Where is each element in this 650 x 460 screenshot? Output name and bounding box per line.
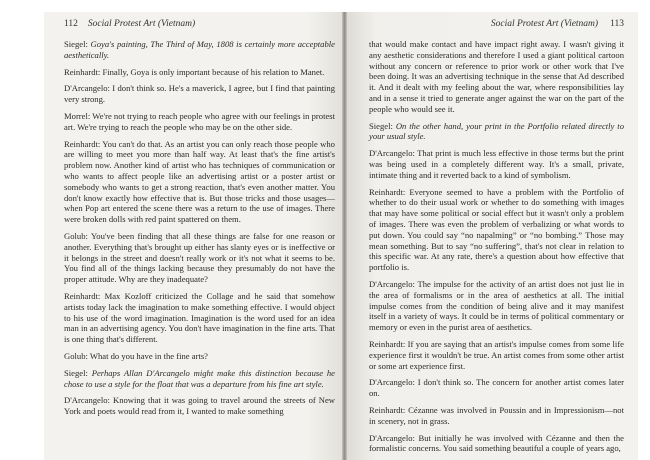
speaker-name: D'Arcangelo: xyxy=(64,395,110,406)
speaker-name: Reinhardt: xyxy=(64,66,101,77)
speaker-name: D'Arcangelo: xyxy=(369,278,415,289)
dialogue-paragraph xyxy=(369,148,624,180)
dialogue-paragraph xyxy=(64,39,335,61)
dialogue-paragraph xyxy=(64,111,335,133)
speaker-name: Golub: xyxy=(64,350,88,361)
question-text: On the other hand, your print in the Portfolio related directly to your usual style. xyxy=(369,120,624,142)
dialogue-paragraph xyxy=(369,187,624,273)
dialogue-paragraph xyxy=(369,377,624,399)
dialogue-paragraph xyxy=(64,351,335,362)
dialogue-paragraph xyxy=(64,67,335,78)
reply-text: That print is much less effective in those terms but the print was being used in a completely different way. It's a small, private, intimate thing and it reverted back to a kind of symbolism. xyxy=(369,148,624,180)
dialogue-paragraph xyxy=(64,139,335,225)
question-text: Perhaps Allan D'Arcangelo might make this distinction because he chose to use a style for the float that was a departure from his fine art style. xyxy=(64,367,335,389)
reply-text: If you are saying that an artist's impulse comes from some life experience first it wouldn't be true. An artist comes from some other artist or some art experience first. xyxy=(369,338,624,371)
reply-text: I don't think so. The concern for another artist comes later on. xyxy=(369,377,624,399)
left-running-head xyxy=(64,19,195,29)
reply-text: Knowing that it was going to travel around the streets of New York and poets would read from it, I wanted to make something xyxy=(64,395,335,417)
left-page xyxy=(44,12,343,460)
right-page-body xyxy=(369,39,624,454)
speaker-name: Reinhardt: xyxy=(369,186,406,197)
right-running-head xyxy=(491,19,624,29)
speaker-name: Golub: xyxy=(64,230,88,241)
speaker-name: D'Arcangelo: xyxy=(369,377,415,388)
speaker-name: D'Arcangelo: xyxy=(369,148,415,159)
reply-text: But initially he was involved with Cézanne and then the formalistic concerns. You said something beautiful a couple of years ago, xyxy=(369,432,624,454)
left-running-title: Social Protest Art (Vietnam) xyxy=(87,19,196,29)
reply-text: We're not trying to reach people who agree with our feelings in protest art. We're trying to reach the people who may be on the other side. xyxy=(64,110,336,132)
speaker-name: Reinhardt: xyxy=(64,138,101,149)
left-page-number: 112 xyxy=(64,19,78,29)
right-page xyxy=(347,12,638,460)
reply-text: Cézanne was involved in Poussin and in Impressionism—not in scenery, not in grass. xyxy=(369,404,624,426)
speaker-name: Reinhardt: xyxy=(369,404,406,415)
dialogue-paragraph xyxy=(369,339,624,371)
speaker-name: Siegel: xyxy=(64,367,88,378)
right-page-number: 113 xyxy=(610,19,624,29)
reply-text: Max Kozloff criticized the Collage and he said that somehow artists today lack the imagination to make something effective. I would object to his use of the word imagination. Imagination is the word used for an idea man in an advertising agency. You don't have imagination in the fine arts. That is one thing that's different. xyxy=(64,290,335,345)
reply-text: Everyone seemed to have a problem with the Portfolio of whether to do their usual work or whether to do something with images that may have some political or social effect but it wasn't only a problem of images. There was even the problem of verbalizing or what words to put down. You could say “no napalming” or “no bombing.” Those may mean something. But to say “no suffering”, that's not clear in relation to this specific war. At any rate, there's a question about how effective that portfolio is. xyxy=(369,186,624,273)
speaker-name: D'Arcangelo: xyxy=(64,83,110,94)
question-text: Goya's painting, The Third of May, 1808 is certainly more acceptable aesthetically. xyxy=(64,39,335,60)
speaker-name: Reinhardt: xyxy=(369,338,406,349)
dialogue-paragraph xyxy=(64,291,335,345)
reply-text: I don't think so. He's a maverick, I agree, but I find that painting very strong. xyxy=(64,83,335,105)
speaker-name: Reinhardt: xyxy=(64,290,101,301)
left-page-body xyxy=(64,39,335,417)
right-running-title: Social Protest Art (Vietnam) xyxy=(490,19,599,29)
dialogue-paragraph xyxy=(369,433,624,455)
dialogue-paragraph xyxy=(64,231,335,285)
dialogue-paragraph xyxy=(64,368,335,390)
dialogue-paragraph xyxy=(64,395,335,417)
dialogue-paragraph xyxy=(64,83,335,105)
dialogue-paragraph xyxy=(369,405,624,427)
speaker-name: Siegel: xyxy=(369,120,393,131)
dialogue-paragraph xyxy=(369,121,624,143)
reply-text: The impulse for the activity of an artist does not just lie in the area of formalisms or in the area of aesthetics at all. The initial impulse comes from the condition of being alive and it may manifest itself in a variety of ways. It could be in terms of political commentary or memory or even in the purist area of aesthetics. xyxy=(369,278,624,333)
speaker-name: Morrel: xyxy=(64,110,91,121)
reply-text: You can't do that. As an artist you can only reach those people who are willing to meet you more than half way. At least that's the fine artist's problem now. Another kind of artist who has techniques of communication or who wants to affect people like an advertising artist or a poster artist or somebody who wants to get a strong reaction, that's even another matter. You don't know exactly how effective that is. But those tricks and those usages—when Pop art entered the scene there was a return to the use of images. There were broken dolls with red paint spattered on them. xyxy=(64,138,335,225)
reply-text: Finally, Goya is only important because of his relation to Manet. xyxy=(102,66,325,77)
reply-text: What do you have in the fine arts? xyxy=(89,350,208,361)
reply-text: You've been finding that all these things are false for one reason or another. Everything that's brought up either has slanty eyes or is ineffective or it belongs in the street and doesn't really work or it's not what it seems to be. You find all of the things lacking because they presumably do not have the proper attitude. Why are they inadequate? xyxy=(64,230,335,285)
speaker-name: D'Arcangelo: xyxy=(369,432,415,443)
dialogue-paragraph xyxy=(369,279,624,333)
continued-paragraph: that would make contact and have impact right away. I wasn't giving it any aesthetic considerations and therefore I used a giant political cartoon without any concern or reference to prior work or other work that I've been doing. It was an advertising technique in the sense that Ad described it. And it dealt with my feeling about the war, where responsibilities lay and in a sense it tried to generate anger against the war on the part of the people who would see it. xyxy=(369,39,624,114)
speaker-name: Siegel: xyxy=(64,39,88,49)
